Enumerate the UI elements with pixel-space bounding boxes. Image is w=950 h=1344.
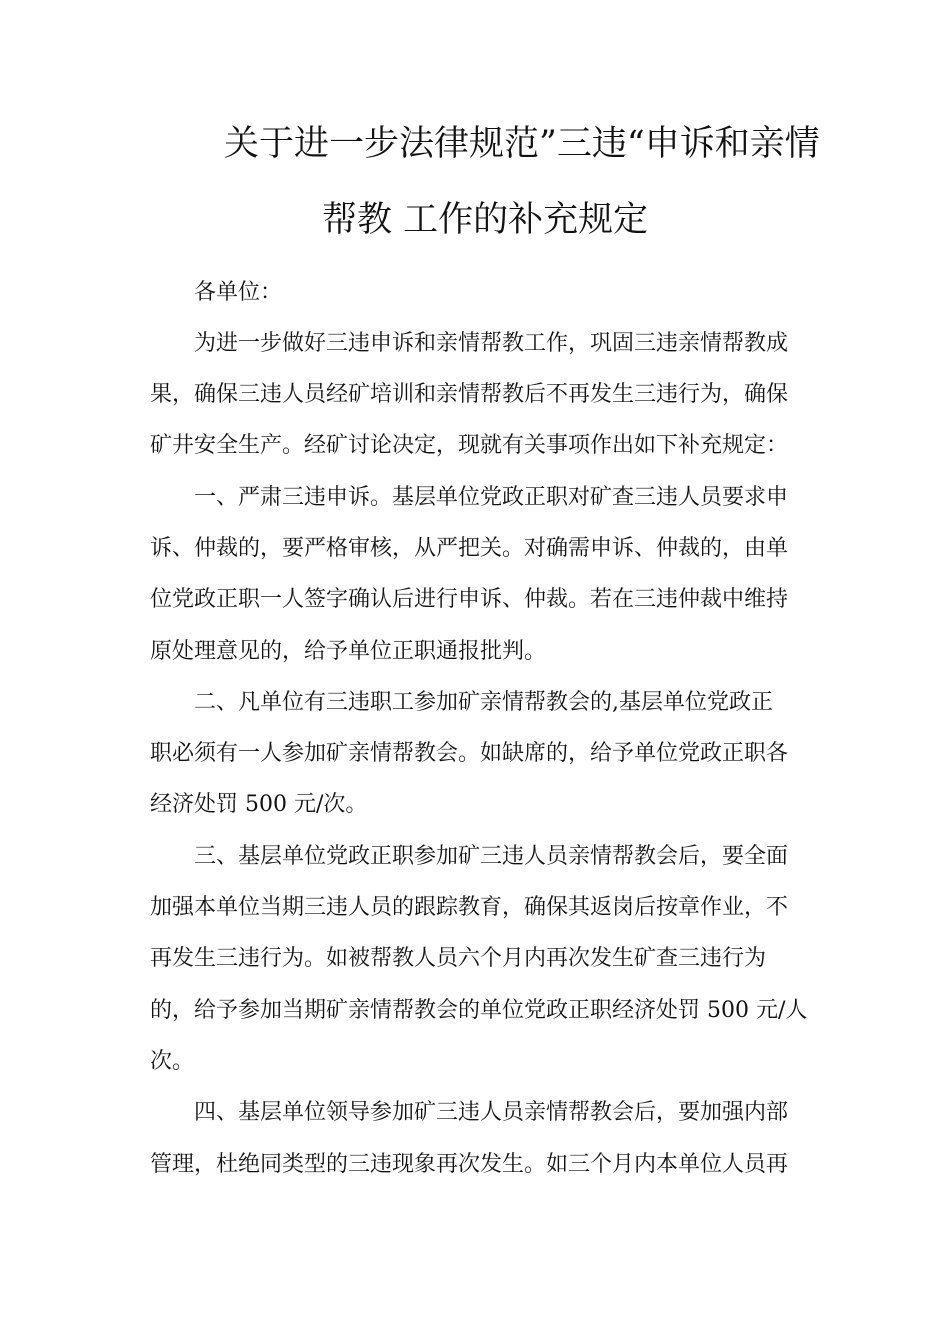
paragraph-item-2-line: 二、凡单位有三违职工参加矿亲情帮教会的,基层单位党政正: [194, 690, 773, 715]
paragraph-item-3-line: 的，给予参加当期矿亲情帮教会的单位党政正职经济处罚 500 元/人: [150, 998, 808, 1023]
paragraph-item-1-line: 位党政正职一人签字确认后进行申诉、仲裁。若在三违仲裁中维持: [150, 587, 789, 612]
document-title-line-1: 关于进一步法律规范”三违“申诉和亲情: [224, 124, 820, 164]
paragraph-intro-line: 果，确保三违人员经矿培训和亲情帮教后不再发生三违行为，确保: [150, 382, 789, 407]
paragraph-item-2-line: 职必须有一人参加矿亲情帮教会。如缺席的，给予单位党政正职各: [150, 741, 789, 766]
document-title-line-2: 帮教 工作的补充规定: [322, 200, 649, 240]
paragraph-item-3-line: 三、基层单位党政正职参加矿三违人员亲情帮教会后，要全面: [194, 844, 789, 869]
paragraph-item-2-line: 经济处罚 500 元/次。: [150, 792, 368, 817]
paragraph-intro-line: 矿井安全生产。经矿讨论决定，现就有关事项作出如下补充规定：: [150, 433, 789, 458]
paragraph-item-3-line: 再发生三违行为。如被帮教人员六个月内再次发生矿查三违行为: [150, 946, 767, 971]
paragraph-intro-line: 为进一步做好三违申诉和亲情帮教工作，巩固三违亲情帮教成: [194, 331, 789, 356]
paragraph-item-4-line: 管理，杜绝同类型的三违现象再次发生。如三个月内本单位人员再: [150, 1152, 789, 1177]
paragraph-item-3-line: 次。: [150, 1049, 195, 1074]
paragraph-item-3-line: 加强本单位当期三违人员的跟踪教育，确保其返岗后按章作业，不: [150, 895, 789, 920]
paragraph-item-1-line: 原处理意见的，给予单位正职通报批判。: [150, 639, 547, 664]
paragraph-item-4-line: 四、基层单位领导参加矿三违人员亲情帮教会后，要加强内部: [194, 1100, 789, 1125]
paragraph-item-1-line: 一、严肃三违申诉。基层单位党政正职对矿查三违人员要求申: [194, 485, 789, 510]
salutation: 各单位：: [194, 280, 283, 305]
paragraph-item-1-line: 诉、仲裁的，要严格审核，从严把关。对确需申诉、仲裁的，由单: [150, 536, 789, 561]
